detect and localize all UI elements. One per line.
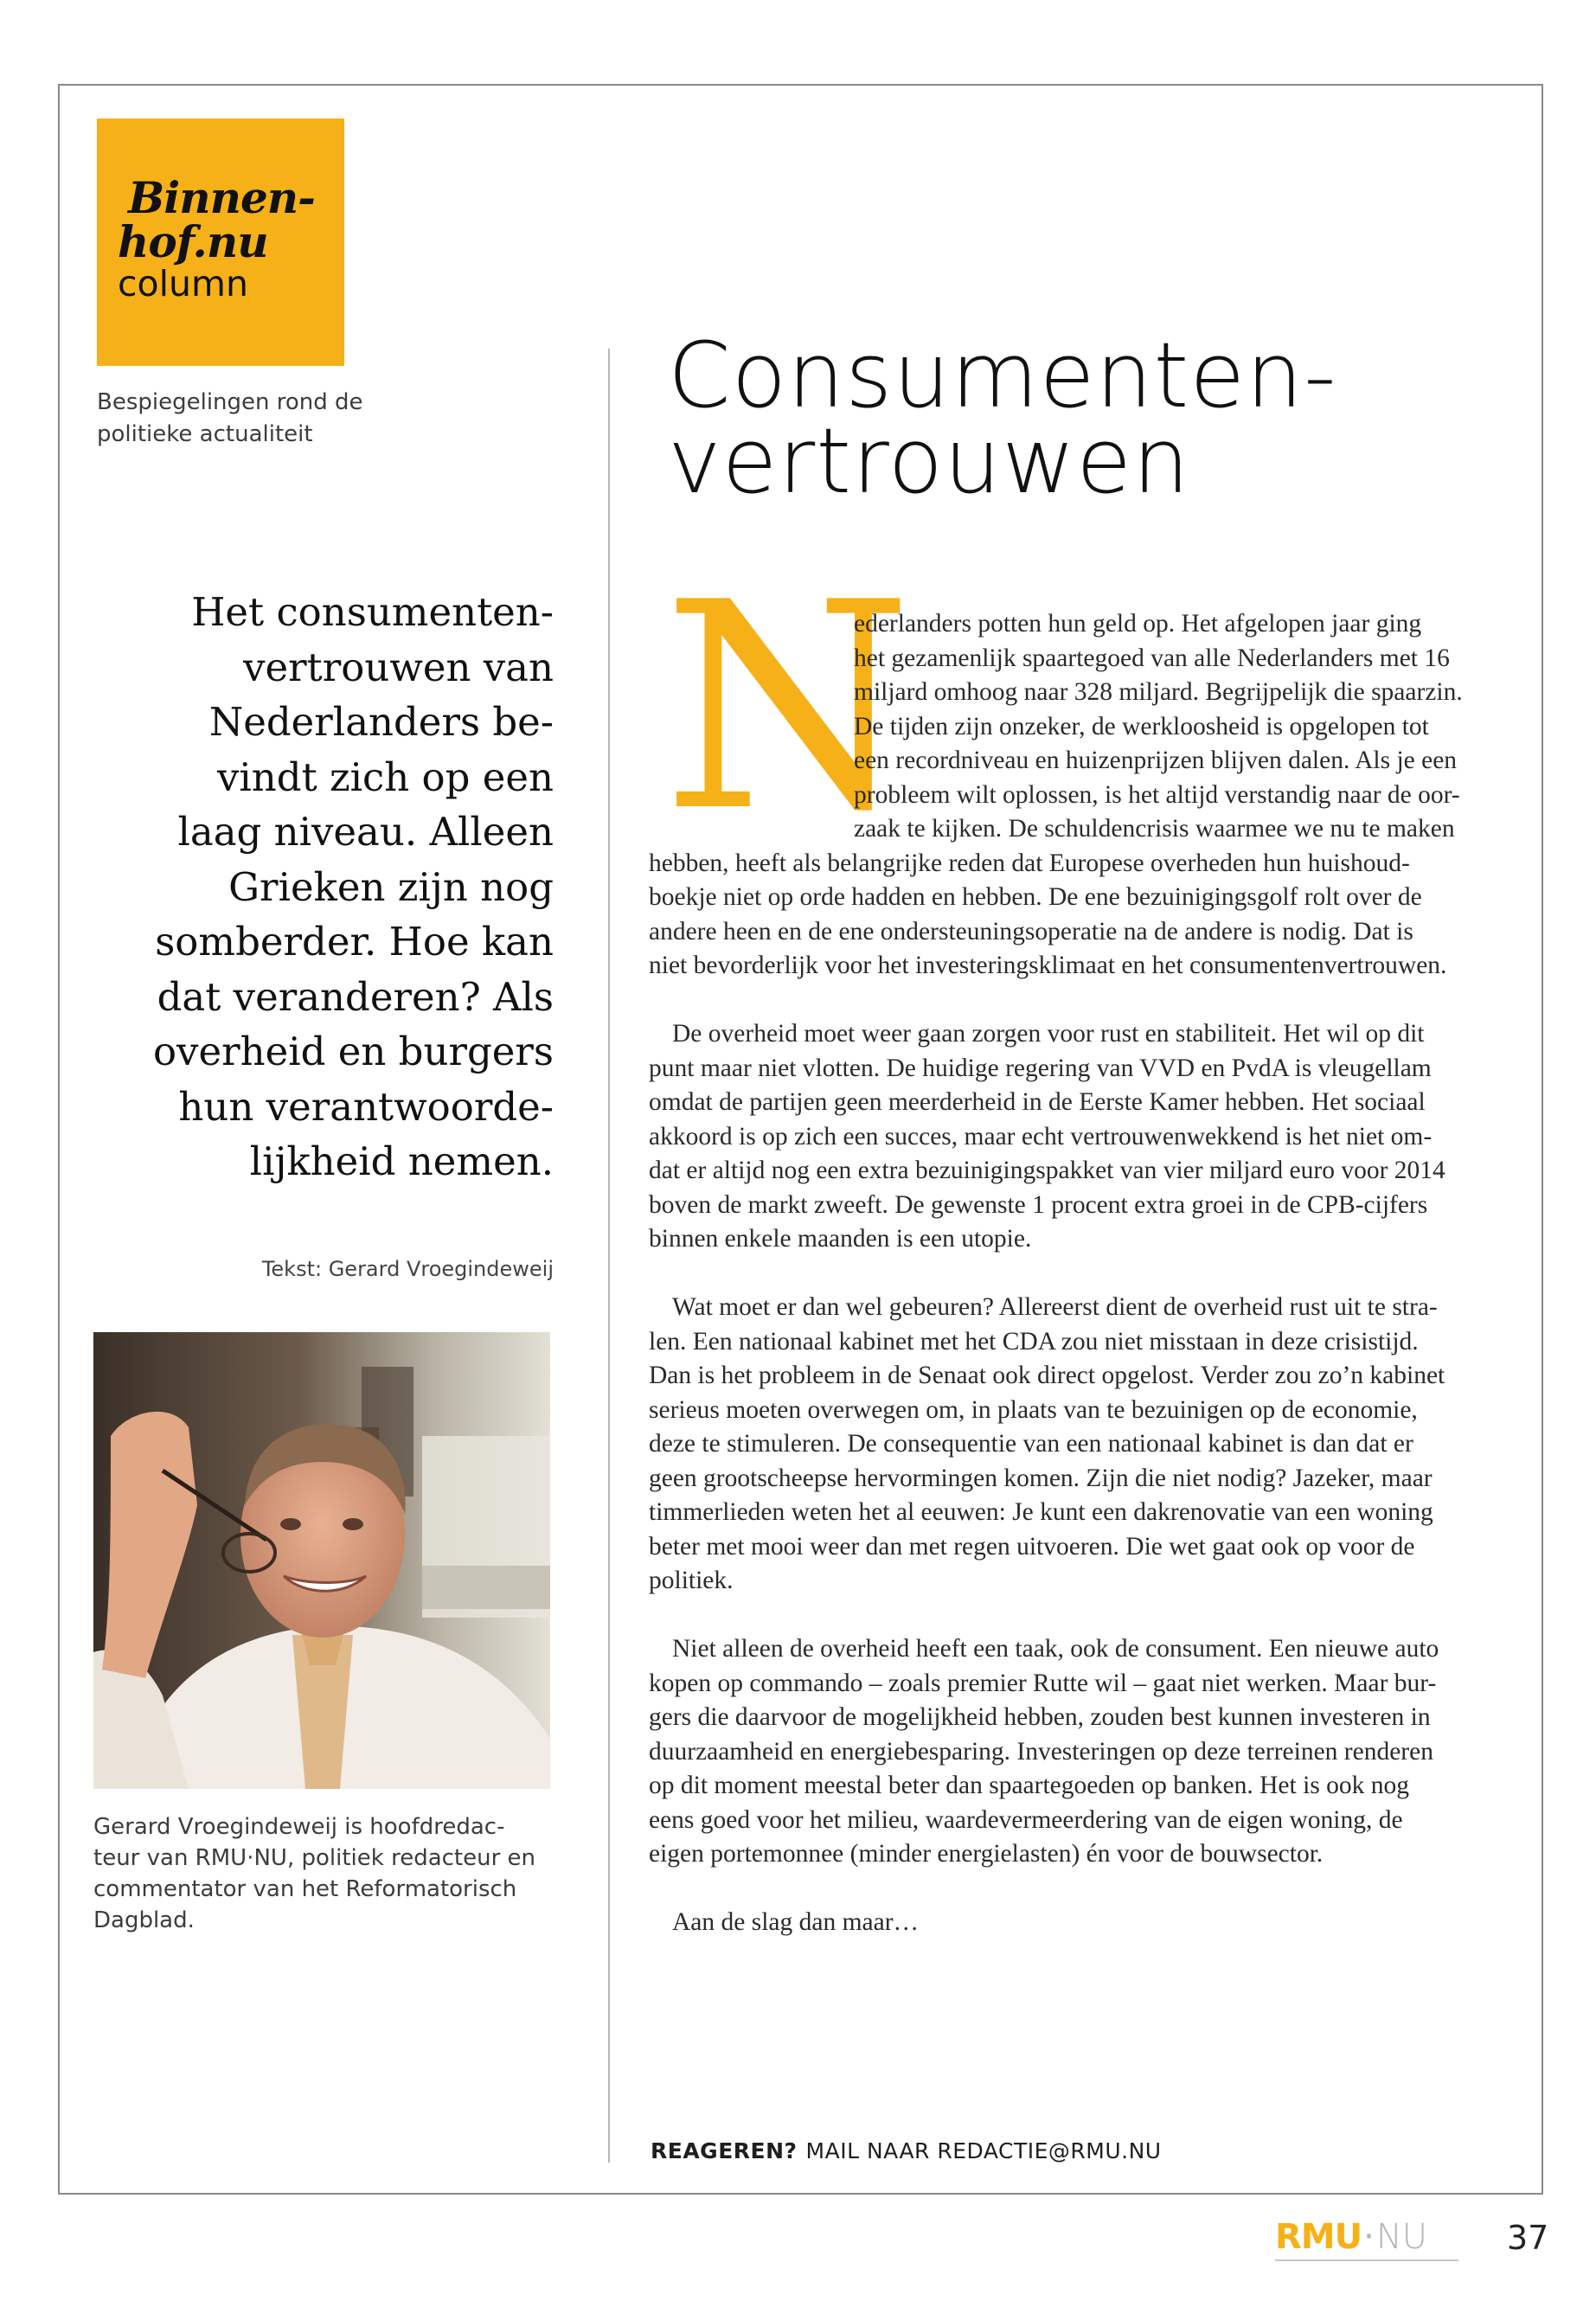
body-line: Aan de slag dan maar… [672,1908,920,1936]
body-line: op dit moment meestal beter dan spaartegoeden op banken. Het is ook nog [649,1772,1410,1799]
logo-line-1: Binnen- [128,172,315,223]
column-tagline: Bespiegelingen rond de politieke actualiteit [97,389,363,447]
article-title [668,323,1446,514]
pullquote-line: vertrouwen van [243,644,554,690]
body-line: deze te stimuleren. De consequentie van een nationaal kabinet is dan dat er [649,1430,1413,1458]
caption-line: commentator van het Reformatorisch [93,1876,517,1902]
photo-caption [93,1811,578,1936]
page-number: 37 [1507,2219,1549,2257]
body-line: het gezamenlijk spaartegoed van alle Nederlanders met 16 [854,644,1450,672]
pullquote-line: lijkheid nemen. [249,1138,554,1184]
brand-dot: · [1363,2217,1375,2257]
body-line: len. Een nationaal kabinet met het CDA zou niet misstaan in deze crisistijd. [649,1327,1419,1356]
body-line: boekje niet op orde hadden en hebben. De ene bezuinigingsgolf rolt over de [649,883,1422,911]
body-line: hebben, heeft als belangrijke reden dat Europese overheden hun huishoud- [649,849,1410,877]
body-line: miljard omhoog naar 328 miljard. Begrijpelijk die spaarzin. [854,678,1463,706]
body-line: politiek. [649,1567,734,1594]
caption-line: Dagblad. [93,1907,195,1933]
title-line-2: vertrouwen [668,408,1191,514]
body-line: serieus moeten overwegen om, in plaats van te bezuinigen op de economie, [649,1395,1418,1424]
body-line: eens goed voor het milieu, waardevermeerdering van de eigen woning, de [649,1805,1403,1834]
pullquote-line: somberder. Hoe kan [155,919,554,965]
body-line: De tijden zijn onzeker, de werkloosheid is opgelopen tot [854,712,1429,740]
body-line: boven de markt zweeft. De gewenste 1 procent extra groei in de CPB-cijfers [649,1190,1428,1219]
body-line: timmerlieden weten het al eeuwen: Je kunt een dakrenovatie van een woning [649,1498,1433,1526]
body-line: Niet alleen de overheid heeft een taak, ook de consument. Een nieuwe auto [672,1635,1439,1663]
body-line: geen grootscheepse hervormingen komen. Zijn die niet nodig? Jazeker, maar [649,1464,1433,1492]
body-line: eigen portemonnee (minder energielasten) én voor de bouwsector. [649,1840,1324,1868]
pullquote-line: vindt zich op een [216,753,554,800]
pullquote-line: overheid en burgers [152,1029,554,1074]
body-line: binnen enkele maanden is een utopie. [649,1225,1032,1253]
logo-line-3: column [118,263,248,304]
body-line: Wat moet er dan wel gebeuren? Allereerst dient de overheid rust uit te stra- [672,1293,1438,1321]
body-line: duurzaamheid en energiebesparing. Investeringen op deze terreinen renderen [649,1737,1433,1766]
pullquote-line: Het consumenten- [191,589,554,635]
body-line: ederlanders potten hun geld op. Het afgelopen jaar ging [854,610,1422,638]
pullquote-line: laag niveau. Alleen [177,809,554,855]
logo-line-2: hof.nu [118,216,268,267]
brand-part-2: NU [1375,2217,1428,2257]
body-line: gers die daarvoor de mogelijkheid hebben, zouden best kunnen investeren in [649,1703,1431,1731]
reply-label: REAGEREN? [651,2138,798,2163]
body-line: dat er altijd nog een extra bezuinigingspakket van vier miljard euro voor 2014 [649,1157,1445,1184]
column-logo [97,119,344,366]
body-line: niet bevorderlijk voor het investeringsklimaat en het consumentenvertrouwen. [649,952,1447,979]
body-line: beter met mooi weer dan met regen uitvoeren. Die wet gaat ook op voor de [649,1532,1415,1561]
caption-line: Gerard Vroegindeweij is hoofdredac- [93,1814,505,1840]
body-line: een recordniveau en huizenprijzen blijven dalen. Als je een [854,747,1458,774]
body-line: andere heen en de ene ondersteuningsoperatie na de andere is nodig. Dat is [649,917,1413,945]
body-line: punt maar niet vlotten. De huidige regering van VVD en PvdA is vleugellam [649,1054,1432,1082]
brand-logo [1275,2217,1428,2257]
brand-underline [1275,2259,1458,2261]
caption-line: teur van RMU·NU, politiek redacteur en [93,1845,536,1871]
pullquote-line: Nederlanders be- [208,699,554,745]
pullquote-line: dat veranderen? Als [157,973,554,1020]
body-line: Dan is het probleem in de Senaat ook direct opgelost. Verder zou zo’n kabinet [649,1362,1445,1389]
title-line-1: Consumenten- [668,323,1337,428]
column-divider [608,349,610,2163]
brand-part-1: RMU [1275,2217,1362,2257]
author-byline: Tekst: Gerard Vroegindeweij [261,1257,554,1281]
body-line: zaak te kijken. De schuldencrisis waarmee we nu te maken [854,815,1455,843]
body-line: akkoord is op zich een succes, maar echt vertrouwenwekkend is het niet om- [649,1122,1433,1150]
reply-email-link[interactable]: MAIL NAAR REDACTIE@RMU.NU [805,2138,1162,2163]
pullquote-line: Grieken zijn nog [228,863,554,910]
pullquote-line: hun verantwoorde- [178,1083,554,1130]
body-line: De overheid moet weer gaan zorgen voor rust en stabiliteit. Het wil op dit [672,1020,1425,1048]
drop-cap: N [663,542,913,874]
pullquote [108,585,554,1189]
reply-line [651,2138,1162,2163]
body-line: omdat de partijen geen meerderheid in de Eerste Kamer hebben. Het sociaal [649,1088,1426,1116]
body-line: probleem wilt oplossen, is het altijd verstandig naar de oor- [854,780,1460,809]
article-body [649,607,1501,1940]
body-line: kopen op commando – zoals premier Rutte wil – gaat niet werken. Maar bur- [649,1669,1437,1697]
author-photo [93,1332,550,1789]
